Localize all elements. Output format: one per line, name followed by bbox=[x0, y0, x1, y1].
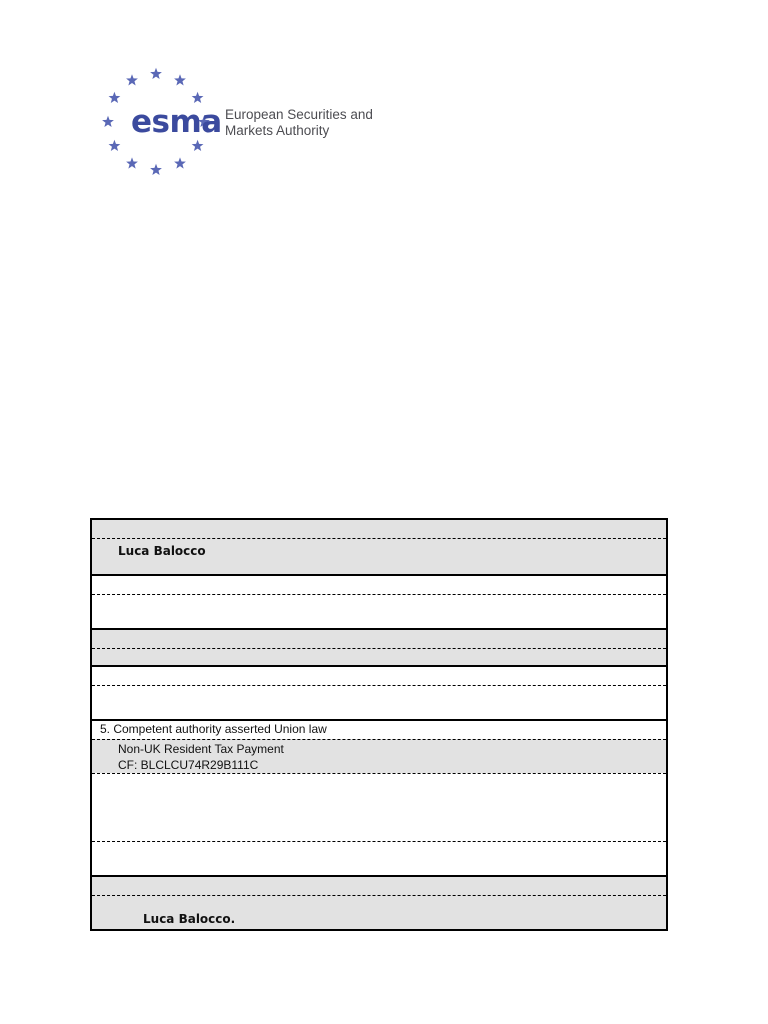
star-icon bbox=[192, 92, 204, 103]
form-value-row bbox=[92, 685, 666, 719]
declaration-form bbox=[90, 518, 668, 931]
tax-payment-line: Non-UK Resident Tax Payment bbox=[118, 742, 284, 756]
logo-wordmark: esma bbox=[131, 104, 222, 140]
section-5-label: 5. Competent authority asserted Union law bbox=[100, 722, 327, 736]
star-icon bbox=[109, 140, 121, 151]
form-section-5 bbox=[92, 719, 666, 875]
form-value-row bbox=[92, 648, 666, 665]
form-label-row bbox=[92, 576, 666, 594]
star-icon bbox=[126, 157, 138, 168]
form-label-row bbox=[92, 520, 666, 538]
star-icon bbox=[102, 116, 114, 127]
signature-name: Luca Balocco. bbox=[143, 912, 236, 926]
form-section-signature bbox=[92, 875, 666, 929]
form-section-2 bbox=[92, 574, 666, 628]
form-section-1 bbox=[92, 520, 666, 574]
logo-org-line-2: Markets Authority bbox=[225, 123, 330, 138]
form-blank-row bbox=[92, 841, 666, 875]
star-icon bbox=[126, 74, 138, 85]
star-icon bbox=[174, 157, 186, 168]
signature-row bbox=[92, 895, 666, 929]
form-value-row bbox=[92, 739, 666, 773]
form-label-row bbox=[92, 667, 666, 685]
form-value-row bbox=[92, 594, 666, 628]
form-label-row bbox=[92, 630, 666, 648]
form-blank-row bbox=[92, 773, 666, 841]
star-icon bbox=[192, 140, 204, 151]
form-value-row bbox=[92, 538, 666, 574]
tax-code-line: CF: BLCLCU74R29B111C bbox=[118, 758, 259, 772]
form-label-row bbox=[92, 877, 666, 895]
form-section-3 bbox=[92, 628, 666, 665]
applicant-name: Luca Balocco bbox=[118, 544, 206, 558]
star-icon bbox=[150, 164, 162, 175]
star-icon bbox=[174, 74, 186, 85]
star-icon bbox=[109, 92, 121, 103]
star-icon bbox=[150, 68, 162, 79]
form-section-4 bbox=[92, 665, 666, 719]
form-label-row bbox=[92, 721, 666, 739]
logo-organisation-name bbox=[225, 107, 373, 139]
esma-logo bbox=[92, 62, 392, 192]
logo-org-line-1: European Securities and bbox=[225, 107, 373, 122]
